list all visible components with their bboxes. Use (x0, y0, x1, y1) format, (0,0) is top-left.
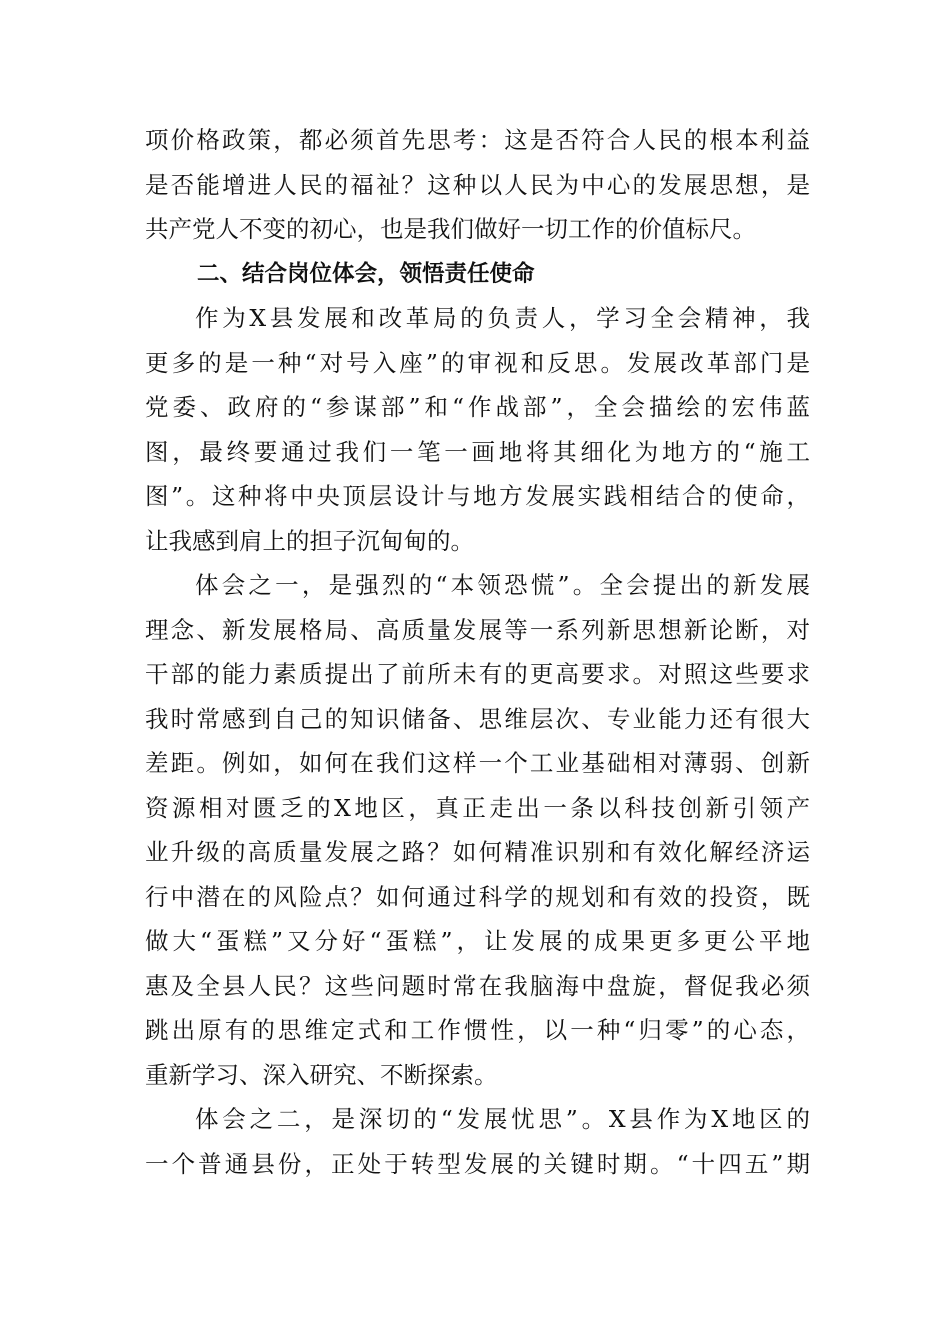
paragraph-line: 图”。这种将中央顶层设计与地方发展实践相结合的使命， (145, 482, 810, 510)
paragraph-line: 是否能增进人民的福祉？这种以人民为中心的发展思想，是 (145, 170, 810, 199)
paragraph-line: 资源相对匮乏的X地区，真正走出一条以科技创新引领产 (145, 793, 810, 822)
paragraph-line: 作为X县发展和改革局的负责人，学习全会精神，我 (195, 304, 810, 332)
paragraph-line: 让我感到肩上的担子沉甸甸的。 (145, 526, 474, 555)
paragraph-line: 共产党人不变的初心，也是我们做好一切工作的价值标尺。 (145, 215, 756, 243)
paragraph-line: 体会之一，是强烈的“本领恐慌”。全会提出的新发展 (195, 571, 810, 599)
paragraph-line: 惠及全县人民？这些问题时常在我脑海中盘旋，督促我必须 (145, 971, 810, 1000)
paragraph-line: 业升级的高质量发展之路？如何精准识别和有效化解经济运 (145, 838, 810, 866)
paragraph-line: 重新学习、深入研究、不断探索。 (145, 1060, 498, 1089)
section-heading: 二、结合岗位体会，领悟责任使命 (197, 260, 535, 287)
paragraph-line: 差距。例如，如何在我们这样一个工业基础相对薄弱、创新 (145, 749, 810, 777)
paragraph-line: 我时常感到自己的知识储备、思维层次、专业能力还有很大 (145, 704, 810, 733)
paragraph-line: 体会之二，是深切的“发展忧思”。X县作为X地区的 (195, 1105, 810, 1133)
paragraph-line: 干部的能力素质提出了前所未有的更高要求。对照这些要求 (145, 660, 810, 688)
paragraph-line: 图，最终要通过我们一笔一画地将其细化为地方的“施工 (145, 437, 810, 466)
paragraph-line: 行中潜在的风险点？如何通过科学的规划和有效的投资，既 (145, 882, 810, 911)
paragraph-line: 理念、新发展格局、高质量发展等一系列新思想新论断，对 (145, 615, 810, 644)
paragraph-line: 党委、政府的“参谋部”和“作战部”，全会描绘的宏伟蓝 (145, 393, 810, 421)
paragraph-line: 做大“蛋糕”又分好“蛋糕”，让发展的成果更多更公平地 (145, 927, 810, 955)
document-page (145, 118, 810, 1186)
paragraph-line: 一个普通县份，正处于转型发展的关键时期。“十四五”期 (145, 1149, 810, 1178)
paragraph-line: 项价格政策，都必须首先思考：这是否符合人民的根本利益 (145, 126, 810, 154)
paragraph-line: 更多的是一种“对号入座”的审视和反思。发展改革部门是 (145, 348, 810, 377)
paragraph-line: 跳出原有的思维定式和工作惯性，以一种“归零”的心态， (145, 1016, 810, 1044)
